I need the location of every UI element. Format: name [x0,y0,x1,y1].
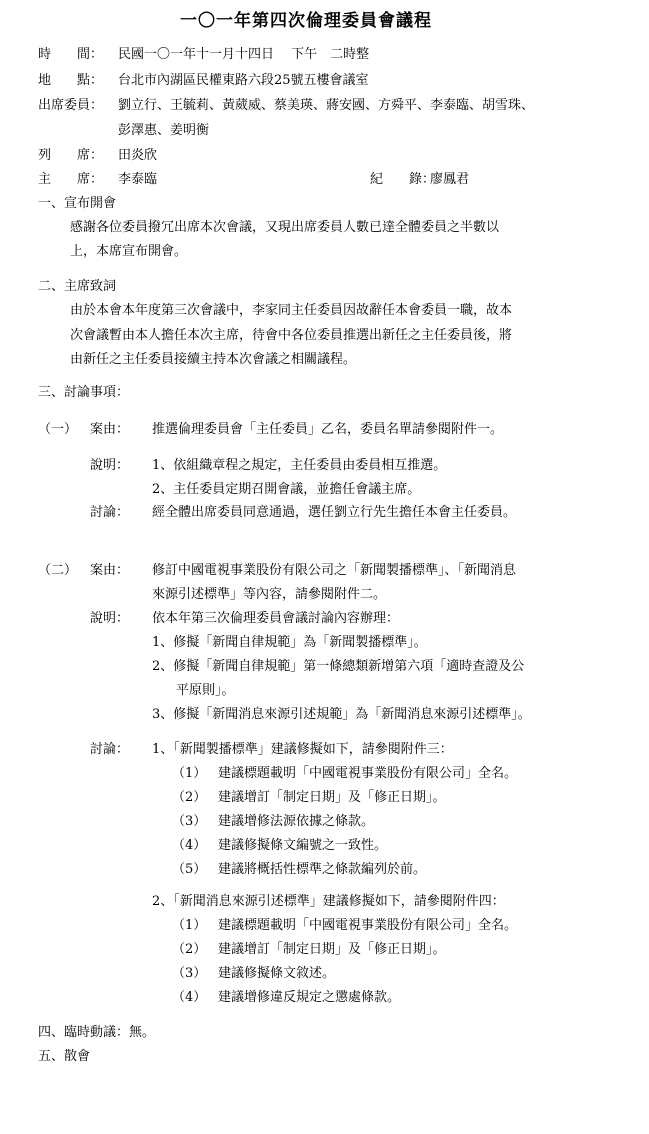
discuss-2-item-text: 建議增訂「制定日期」及「修正日期」。 [218,942,446,957]
discuss-2-item-text: 建議標題載明「中國電視事業股份有限公司」全名。 [218,918,518,933]
time-label: 時 間： [38,47,104,62]
item-2-case-line-2: 來源引述標準」等內容，請參閱附件二。 [152,587,387,602]
discuss-2-item-number: （1） [172,918,207,933]
chair-value: 李泰臨 [118,172,158,187]
observer-label: 列 席： [38,148,104,163]
section-4-heading: 四、臨時動議：無。 [38,1025,156,1040]
discuss-1-item-number: （3） [172,814,207,829]
page-title: 一〇一年第四次倫理委員會議程 [180,11,432,31]
attendees-label: 出席委員： [38,98,104,113]
section-2-line-3: 由新任之主任委員接續主持本次會議之相關議程。 [70,352,357,367]
discuss-1-item-text: 建議增修法源依據之條款。 [218,814,375,829]
item-2-discuss-label: 討論： [90,742,130,757]
item-1-case-label: 案由： [90,422,130,437]
time-value: 民國一〇一年十一月十四日 下午 二時整 [118,47,370,62]
discuss-1-item-text: 建議將概括性標準之條款編列於前。 [218,862,427,877]
chair-label: 主 席： [38,172,104,187]
item-2-explain-1: 1、修擬「新聞自律規範」為「新聞製播標準」。 [152,635,427,650]
item-1-explain-2: 2、主任委員定期召開會議，並擔任會議主席。 [152,482,421,497]
item-2-case-label: 案由： [90,563,130,578]
item-1-discuss-text: 經全體出席委員同意通過，選任劉立行先生擔任本會主任委員。 [152,505,517,520]
item-2-explain-label: 說明： [90,611,130,626]
discuss-2-item-number: （3） [172,966,207,981]
item-1-number: （一） [38,422,78,437]
section-1-line-1: 感謝各位委員撥冗出席本次會議，又現出席委員人數已達全體委員之半數以 [70,220,500,235]
attendees-line-2: 彭澤惠、姜明衡 [118,123,210,138]
item-1-explain-label: 說明： [90,458,130,473]
section-2-line-1: 由於本會本年度第三次會議中，李家同主任委員因故辭任本會委員一職，故本 [70,303,513,318]
recorder-value: 廖鳳君 [430,172,470,187]
section-3-heading: 三、討論事項： [38,385,130,400]
discuss-1-item-number: （4） [172,838,207,853]
section-1-heading: 一、宣布開會 [38,196,117,211]
discuss-1-item-number: （5） [172,862,207,877]
item-2-explain-intro: 依本年第三次倫理委員會議討論內容辦理： [152,611,400,626]
recorder-label: 紀 錄： [370,172,436,187]
discuss-1-item-text: 建議標題載明「中國電視事業股份有限公司」全名。 [218,766,518,781]
item-2-number: （二） [38,563,78,578]
discuss-1-item-number: （2） [172,790,207,805]
item-1-explain-1: 1、依組織章程之規定，主任委員由委員相互推選。 [152,458,447,473]
item-1-case-text: 推選倫理委員會「主任委員」乙名，委員名單請參閱附件一。 [152,422,504,437]
place-label: 地 點： [38,73,104,88]
item-2-discuss-2: 2、「新聞消息來源引述標準」建議修擬如下，請參閱附件四： [152,894,505,909]
discuss-2-item-number: （4） [172,990,207,1005]
attendees-line-1: 劉立行、王毓莉、黃葳威、蔡美瑛、蔣安國、方舜平、李泰臨、胡雪珠、 [118,98,535,113]
item-2-explain-3: 3、修擬「新聞消息來源引述規範」為「新聞消息來源引述標準」。 [152,707,531,722]
observer-value: 田炎欣 [118,148,158,163]
item-2-case-line-1: 修訂中國電視事業股份有限公司之「新聞製播標準」、「新聞消息 [152,563,517,578]
place-value: 台北市內湖區民權東路六段25號五樓會議室 [118,73,369,88]
discuss-2-item-number: （2） [172,942,207,957]
item-2-explain-2a: 2、修擬「新聞自律規範」第一條總類新增第六項「適時查證及公 [152,659,525,674]
section-2-heading: 二、主席致詞 [38,279,117,294]
section-2-line-2: 次會議暫由本人擔任本次主席，待會中各位委員推選出新任之主任委員後，將 [70,328,513,343]
item-1-discuss-label: 討論： [90,505,130,520]
section-1-line-2: 上，本席宣布開會。 [70,244,188,259]
discuss-1-item-text: 建議修擬條文編號之一致性。 [218,838,388,853]
discuss-1-item-text: 建議增訂「制定日期」及「修正日期」。 [218,790,446,805]
section-5-heading: 五、散會 [38,1049,91,1064]
discuss-2-item-text: 建議增修違反規定之懲處條款。 [218,990,401,1005]
discuss-1-item-number: （1） [172,766,207,781]
item-2-discuss-1: 1、「新聞製播標準」建議修擬如下，請參閱附件三： [152,742,453,757]
discuss-2-item-text: 建議修擬條文敘述。 [218,966,336,981]
item-2-explain-2b: 平原則」。 [176,683,235,698]
